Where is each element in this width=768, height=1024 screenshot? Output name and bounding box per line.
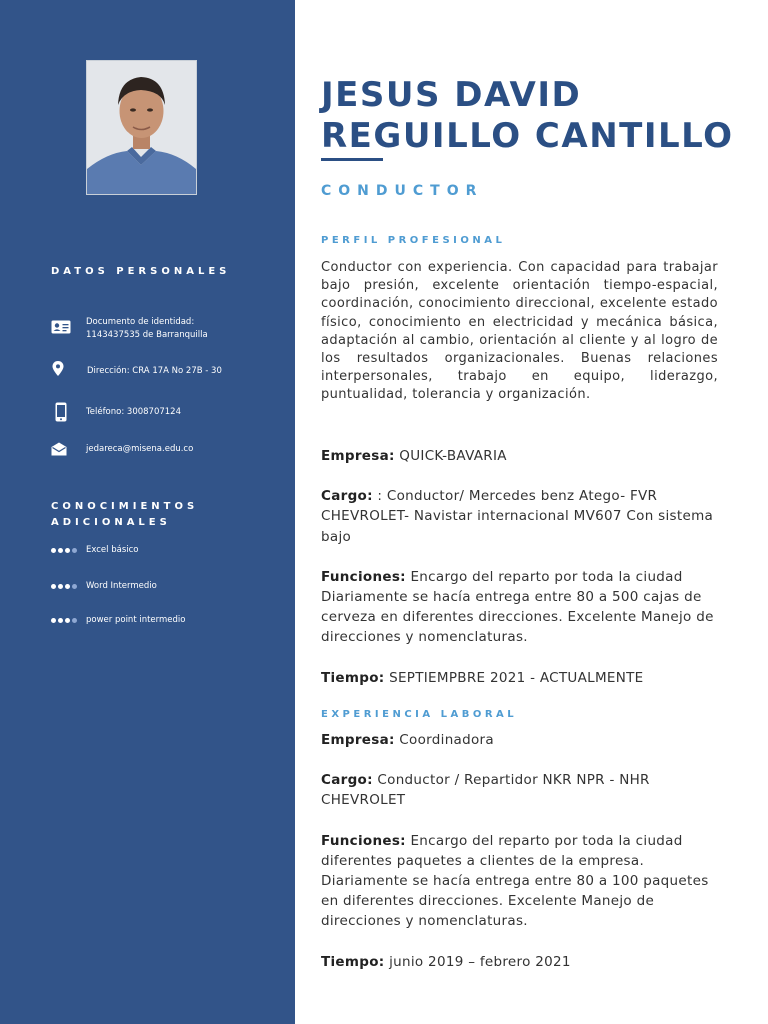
skill-excel: [51, 545, 281, 555]
skill-word: [51, 581, 281, 591]
company-line: Empresa: QUICK-BAVARIA: [321, 448, 507, 464]
skill-level-dots: [51, 617, 79, 623]
profile-section-title: PERFIL PROFESIONAL: [321, 235, 506, 246]
phone-icon: [51, 402, 71, 422]
contact-phone: [51, 402, 281, 422]
id-document-text: Documento de identidad: 1143437535 de Barranquilla: [86, 317, 208, 340]
skill-label: power point intermedio: [86, 615, 186, 625]
experience-section-title: EXPERIENCIA LABORAL: [321, 709, 518, 720]
skill-label: Word Intermedio: [86, 581, 157, 591]
address-text: Dirección: CRA 17A No 27B - 30: [87, 366, 222, 376]
skill-powerpoint: [51, 615, 281, 625]
name-line-2: REGUILLO CANTILLO: [321, 116, 734, 156]
location-pin-icon: [51, 359, 72, 377]
profile-text: Conductor con experiencia. Con capacidad para trabajar bajo presión, excelente orientación tiempo-espacial, coordinación, conocimiento direccional, excelente estado físico, conocimiento en electricidad y mecánica básica, adaptación al cambio, orientación al cliente y al logro de los resultados organizacionales. Buenas relaciones interpersonales, trabajo en equipo, liderazgo, puntualidad, tolerancia y organización.: [321, 260, 718, 403]
skills-heading-line1: CONOCIMIENTOS: [51, 501, 199, 512]
full-name: [321, 75, 734, 157]
personal-data-heading: DATOS PERSONALES: [51, 266, 231, 277]
position-line: Cargo: Conductor / Repartidor NKR NPR - NHR CHEVROLET: [321, 772, 650, 809]
contact-address: [51, 359, 281, 378]
envelope-icon: [51, 440, 71, 458]
job-entry-coordinadora: [321, 730, 721, 972]
period-line: Tiempo: SEPTIEMPBRE 2021 - ACTUALMENTE: [321, 669, 644, 686]
duties-line: Funciones: Encargo del reparto por toda la ciudad Diariamente se hacía entrega entre 80 a 500 cajas de cerveza en diferentes direcciones. Excelente Manejo de direcciones y nomenclaturas.: [321, 568, 714, 646]
id-card-icon: [51, 318, 71, 336]
skill-label: Excel básico: [86, 545, 139, 555]
skill-level-dots: [51, 547, 79, 553]
sidebar: [0, 0, 295, 1024]
skills-heading-line2: ADICIONALES: [51, 517, 171, 528]
name-underline: [321, 158, 383, 161]
job-title: CONDUCTOR: [321, 183, 484, 199]
email-text: jedareca@misena.edu.co: [86, 444, 194, 454]
skills-heading: [51, 499, 198, 531]
company-line: Empresa: Coordinadora: [321, 732, 494, 748]
profile-photo: [86, 60, 197, 195]
phone-text: Teléfono: 3008707124: [86, 407, 181, 417]
position-line: Cargo: : Conductor/ Mercedes benz Atego- FVR CHEVROLET- Navistar internacional MV607 Con sistema bajo: [321, 488, 714, 545]
period-line: Tiempo: junio 2019 – febrero 2021: [321, 953, 571, 970]
skill-level-dots: [51, 583, 79, 589]
job-entry-quick-bavaria: [321, 446, 721, 688]
name-line-1: JESUS DAVID: [321, 75, 582, 115]
duties-line: Funciones: Encargo del reparto por toda la ciudad diferentes paquetes a clientes de la empresa. Diariamente se hacía entrega entre 80 a 100 paquetes en diferentes direcciones. Excelente Manejo de direcciones y nomenclaturas.: [321, 832, 709, 930]
contact-email: [51, 440, 281, 458]
contact-id-document: [51, 318, 281, 342]
